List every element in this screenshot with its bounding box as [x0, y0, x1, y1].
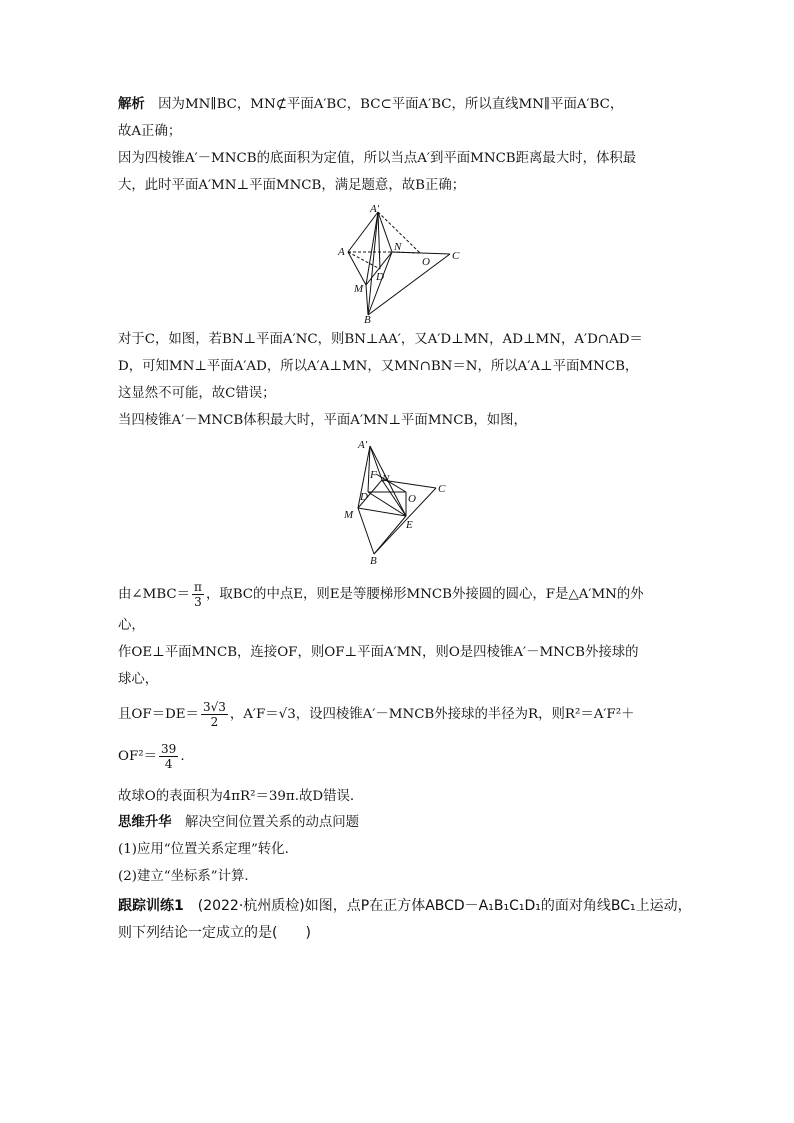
solution-line-6: D，可知MN⊥平面A′AD，所以A′A⊥MN，又MN∩BN＝N，所以A′A⊥平面MNCB，: [118, 359, 639, 374]
solution-line-1: 解析 因为MN∥BC，MN⊄平面A′BC，BC⊂平面A′BC，所以直线MN∥平面A′BC，: [118, 97, 624, 112]
fig2-label: D: [360, 491, 368, 503]
solution-label: 解析: [118, 97, 145, 112]
fig1-label: A: [338, 246, 345, 258]
fraction: $\frac{39}{4}$: [161, 742, 177, 771]
summary-heading: 思维升华 解决空间位置关系的动点问题: [118, 815, 360, 830]
solution-line-12: 球心，: [118, 672, 159, 687]
solution-line-13: 且OF＝DE＝ $\frac{3√3}{2}$ ，A′F＝√3，设四棱锥A′－MNCB外接球的半径为R，则R²＝A′F²＋: [118, 700, 635, 729]
solution-line-3: 因为四棱锥A′－MNCB的底面积为定值，所以当点A′到平面MNCB距离最大时，体积最: [118, 151, 637, 166]
solution-line-8: 当四棱锥A′－MNCB体积最大时，平面A′MN⊥平面MNCB，如图，: [118, 413, 527, 428]
practice-line-2: 则下列结论一定成立的是( ): [118, 925, 311, 941]
fig2-label: A′: [358, 439, 368, 451]
fig2-label: C: [438, 483, 446, 495]
solution-line-5: 对于C，如图，若BN⊥平面A′NC，则BN⊥AA′，又A′D⊥MN，AD⊥MN，A′D∩AD＝: [118, 332, 643, 347]
fig1-label: O: [422, 256, 430, 268]
pyramid-figure-1: [330, 202, 470, 324]
fig2-label: O: [408, 493, 416, 505]
fig2-label: B: [370, 555, 377, 566]
fig1-label: M: [354, 283, 364, 295]
fig1-label: N: [394, 241, 402, 253]
fig2-label: E: [406, 519, 413, 531]
pyramid-figure-2: [338, 436, 458, 566]
summary-label: 思维升华: [118, 815, 172, 830]
fig2-label: N: [382, 473, 390, 485]
fraction: $\frac{\pi}{3}$: [194, 580, 202, 609]
solution-line-15: 故球O的表面积为4πR²＝39π.故D错误.: [118, 789, 355, 804]
solution-line-2: 故A正确；: [118, 124, 182, 139]
fig1-label: C: [452, 250, 460, 262]
fig1-label: B: [364, 314, 371, 324]
solution-line-11: 作OE⊥平面MNCB，连接OF，则OF⊥平面A′MN，则O是四棱锥A′－MNCB外接球的: [118, 645, 639, 660]
fig1-label: A′: [370, 203, 380, 215]
summary-item-2: (2)建立“坐标系”计算.: [118, 869, 249, 884]
practice-label: 跟踪训练1: [118, 898, 184, 914]
solution-line-14: OF²＝ $\frac{39}{4}$ .: [118, 742, 185, 771]
fig2-label: M: [344, 509, 354, 521]
solution-line-4: 大，此时平面A′MN⊥平面MNCB，满足题意，故B正确；: [118, 178, 466, 193]
solution-line-7: 这显然不可能，故C错误；: [118, 386, 276, 401]
fraction: $\frac{3√3}{2}$: [202, 700, 226, 729]
summary-item-1: (1)应用“位置关系定理”转化.: [118, 842, 289, 857]
solution-line-10: 心，: [118, 618, 145, 633]
fig2-label: F: [370, 469, 377, 481]
fig1-label: D: [376, 271, 384, 283]
solution-line-9: 由∠MBC＝ $\frac{\pi}{3}$ ，取BC的中点E，则E是等腰梯形MNCB外接圆的圆心，F是△A′MN的外: [118, 580, 644, 609]
practice-line-1: 跟踪训练1 (2022·杭州质检)如图，点P在正方体ABCD－A₁B₁C₁D₁的面对角线BC₁上运动，: [118, 898, 692, 914]
